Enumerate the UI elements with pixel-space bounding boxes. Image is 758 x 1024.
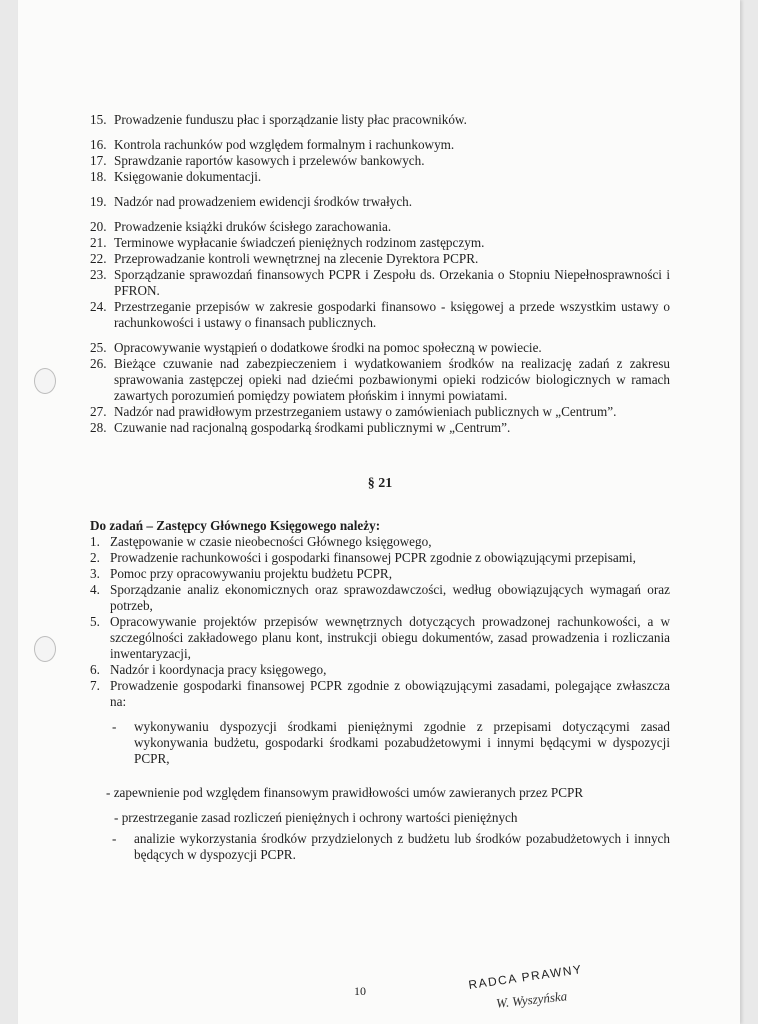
- stamp-title: RADCA PRAWNY: [467, 962, 584, 992]
- list-item: 21. Terminowe wypłacanie świadczeń pieniężnych rodzinom zastępczym.: [90, 235, 485, 250]
- list-item: 17. Sprawdzanie raportów kasowych i przelewów bankowych.: [90, 153, 425, 168]
- list-item: 27. Nadzór nad prawidłowym przestrzeganiem ustawy o zamówieniach publicznych w „Centrum”.: [90, 404, 617, 419]
- list-item: 28. Czuwanie nad racjonalną gospodarką środkami publicznymi w „Centrum”.: [90, 420, 511, 435]
- list-item: 7. Prowadzenie gospodarki finansowej PCPR zgodnie z obowiązującymi zasadami, polegające zwłaszcza na:: [90, 678, 670, 709]
- list-item: 22. Przeprowadzanie kontroli wewnętrznej na zlecenie Dyrektora PCPR.: [90, 251, 479, 266]
- signature-stamp: [468, 962, 608, 1012]
- sub-item: - przestrzeganie zasad rozliczeń pieniężnych i ochrony wartości pieniężnych: [114, 810, 518, 825]
- list-item: 23. Sporządzanie sprawozdań finansowych PCPR i Zespołu ds. Orzekania o Stopniu Niepełnosprawności i PFRON.: [90, 267, 670, 298]
- list-item: 24. Przestrzeganie przepisów w zakresie gospodarki finansowo - księgowej a przede wszystkim ustawy o rachunkowości i ustawy o finansach publicznych.: [90, 299, 670, 330]
- list-item: 25. Opracowywanie wystąpień o dodatkowe środki na pomoc społeczną w powiecie.: [90, 340, 542, 355]
- list-item: 4. Sporządzanie analiz ekonomicznych oraz sprawozdawczości, według obowiązujących wymagań oraz potrzeb,: [90, 582, 670, 613]
- list-item: 15. Prowadzenie funduszu płac i sporządzanie listy płac pracowników.: [90, 112, 467, 127]
- sub-item: - zapewnienie pod względem finansowym prawidłowości umów zawieranych przez PCPR: [106, 785, 584, 800]
- document-page: [18, 0, 740, 1024]
- list-item: 1. Zastępowanie w czasie nieobecności Głównego księgowego,: [90, 534, 432, 549]
- sub-item: - analizie wykorzystania środków przydzielonych z budżetu lub środków pozabudżetowych i innych będących w dyspozycji PCPR.: [112, 831, 670, 862]
- list-item: 19. Nadzór nad prowadzeniem ewidencji środków trwałych.: [90, 194, 413, 209]
- list-item: 6. Nadzór i koordynacja pracy księgowego,: [90, 662, 327, 677]
- list-item: 2. Prowadzenie rachunkowości i gospodarki finansowej PCPR zgodnie z obowiązującymi przepisami,: [90, 550, 636, 565]
- list-item: 20. Prowadzenie książki druków ścisłego zarachowania.: [90, 219, 392, 234]
- punch-hole-upper: [34, 368, 56, 394]
- page-number: 10: [354, 984, 366, 998]
- stamp-signature: W. Wyszyńska: [495, 988, 568, 1011]
- punch-hole-lower: [34, 636, 56, 662]
- list-item: 5. Opracowywanie projektów przepisów wewnętrznych dotyczących prowadzonej rachunkowości, a w szczególności zakładowego planu kont, instrukcji obiegu dokumentów, zasad prowadzenia i rozliczania inwentaryzacji,: [90, 614, 670, 661]
- section-heading: Do zadań – Zastępcy Głównego Księgowego należy:: [90, 518, 381, 533]
- sub-item: - wykonywaniu dyspozycji środkami pieniężnymi zgodnie z przepisami dotyczącymi zasad wykonywania budżetu, gospodarki środkami pozabudżetowymi i innymi będącymi w dyspozycji PCPR,: [112, 719, 670, 766]
- list-item: 26. Bieżące czuwanie nad zabezpieczeniem i wydatkowaniem środków na realizację zadań z zakresu sprawowania zastępczej opieki nad dziećmi pozbawionymi opieki rodziców biologicznych w ramach zawartych porozumień pomiędzy powiatem płońskim i innymi powiatami.: [90, 356, 670, 403]
- document-body: [90, 112, 670, 863]
- section-title: § 21: [367, 476, 393, 491]
- list-item: 18. Księgowanie dokumentacji.: [90, 169, 262, 184]
- list-item: 3. Pomoc przy opracowywaniu projektu budżetu PCPR,: [90, 566, 393, 581]
- list-item: 16. Kontrola rachunków pod względem formalnym i rachunkowym.: [90, 137, 455, 152]
